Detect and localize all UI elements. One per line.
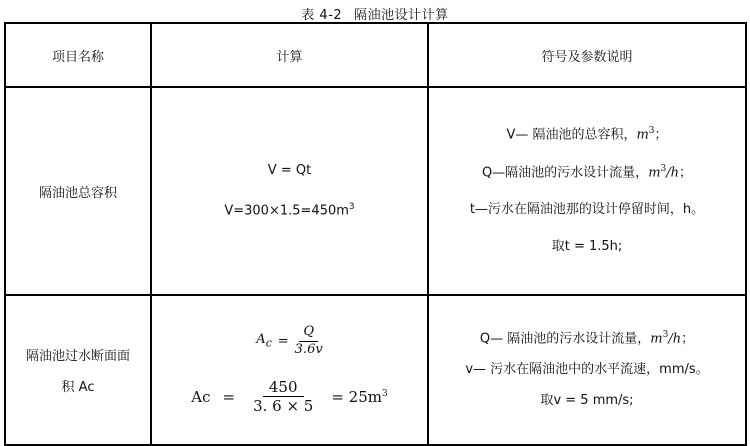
area-result <box>331 388 387 406</box>
fraction-numeric <box>247 379 319 415</box>
description-line <box>429 164 745 182</box>
description-unit: m <box>650 331 663 347</box>
description-unit-sup: 3 <box>662 330 669 340</box>
table-header-row <box>5 23 746 87</box>
description-cell <box>428 295 746 445</box>
description-unit-tail: /h <box>666 165 680 181</box>
description-text: Q—隔油池的污水设计流量， <box>481 165 649 181</box>
header-calculation: 计算 <box>151 23 428 87</box>
description-tail: ； <box>679 165 693 181</box>
description-unit-tail: /h <box>668 331 682 347</box>
area-symbol-letter: A <box>256 332 266 348</box>
description-text: V— 隔油池的总容积， <box>506 127 637 143</box>
fraction-numerator: Q <box>299 325 318 341</box>
table-caption <box>0 4 750 23</box>
description-cell <box>428 87 746 295</box>
description-unit: m <box>648 165 661 181</box>
equals-sign: = <box>277 333 289 349</box>
formula-volume-result-text: V=300×1.5=450m <box>224 203 349 219</box>
formula-area-numeric <box>191 379 387 415</box>
description-line: 取v = 5 mm/s; <box>540 393 634 409</box>
fraction-q-over-v <box>295 325 323 357</box>
description-line <box>429 330 745 348</box>
equals-sign: = <box>222 387 236 406</box>
table-number: 表 4-2 <box>301 8 343 23</box>
area-result-sup: 3 <box>382 388 388 399</box>
description-line: 取t = 1.5h; <box>551 239 623 255</box>
description-tail: ； <box>654 127 668 143</box>
description-unit: m <box>636 127 649 143</box>
item-name-cell <box>5 295 151 445</box>
description-tail: ； <box>681 331 695 347</box>
fraction-denominator: 3. 6 × 5 <box>253 397 314 416</box>
table-title: 隔油池设计计算 <box>354 8 449 23</box>
calculation-cell <box>151 87 428 295</box>
description-unit-sup: 3 <box>660 164 667 175</box>
area-result-text: = 25m <box>331 387 382 406</box>
description-line: v— 污水在隔油池中的水平流速，mm/s。 <box>465 362 709 378</box>
area-symbol-sub: c <box>265 336 272 350</box>
item-name-line1: 隔油池过水断面面 <box>25 349 130 364</box>
header-item-name: 项目名称 <box>5 23 151 87</box>
item-name-line2: 积 Ac <box>61 380 95 395</box>
area-symbol <box>256 332 271 350</box>
table-row <box>5 295 746 445</box>
fraction-denominator: 3.6v <box>294 341 323 357</box>
description-unit-sup: 3 <box>648 125 655 136</box>
description-line: t—污水在隔油池那的设计停留时间，h。 <box>469 202 705 218</box>
formula-volume: V = Qt <box>267 162 312 178</box>
item-name-cell <box>5 87 151 295</box>
fraction-numerator: 450 <box>263 379 304 398</box>
area-symbol-plain: Ac <box>191 387 211 406</box>
description-line <box>429 126 745 144</box>
header-symbol-description: 符号及参数说明 <box>428 23 746 87</box>
formula-area-symbolic <box>256 325 322 357</box>
calculation-cell <box>151 295 428 445</box>
design-calculation-table <box>4 22 747 446</box>
table-row <box>5 87 746 295</box>
formula-volume-result-sup: 3 <box>348 202 355 213</box>
formula-volume-result <box>152 202 427 219</box>
description-text: Q— 隔油池的污水设计流量， <box>479 331 651 347</box>
item-name: 隔油池总容积 <box>38 185 117 201</box>
